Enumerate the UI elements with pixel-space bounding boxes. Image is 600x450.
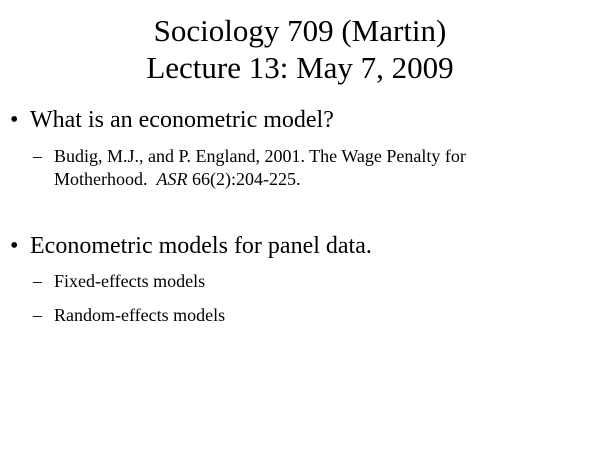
bullet-marker: •: [10, 233, 19, 259]
title-line-course: Sociology 709 (Martin): [153, 13, 447, 48]
sub-item-reference: [33, 145, 573, 191]
dash-marker: –: [33, 271, 42, 291]
bullet-item-panel-data: [10, 232, 372, 260]
reference-line-2-prefix: Motherhood.: [54, 169, 157, 189]
sub-item-text: Random-effects models: [54, 305, 226, 325]
journal-name: ASR: [156, 169, 188, 189]
sub-item-text: Fixed-effects models: [54, 271, 206, 291]
bullet-item-econometric-model: [10, 106, 334, 134]
bullet-text: What is an econometric model?: [30, 107, 334, 133]
reference-text: [54, 145, 573, 191]
reference-line-1: Budig, M.J., and P. England, 2001. The Wage Penalty for: [54, 146, 466, 166]
sub-item-fixed-effects: [33, 270, 573, 293]
title-line-lecture: Lecture 13: May 7, 2009: [146, 50, 454, 85]
dash-marker: –: [33, 146, 42, 166]
sub-item-random-effects: [33, 304, 573, 327]
bullet-marker: •: [10, 107, 19, 133]
bullet-text: Econometric models for panel data.: [30, 233, 372, 259]
reference-line-2-suffix: 66(2):204-225.: [187, 169, 301, 189]
dash-marker: –: [33, 305, 42, 325]
